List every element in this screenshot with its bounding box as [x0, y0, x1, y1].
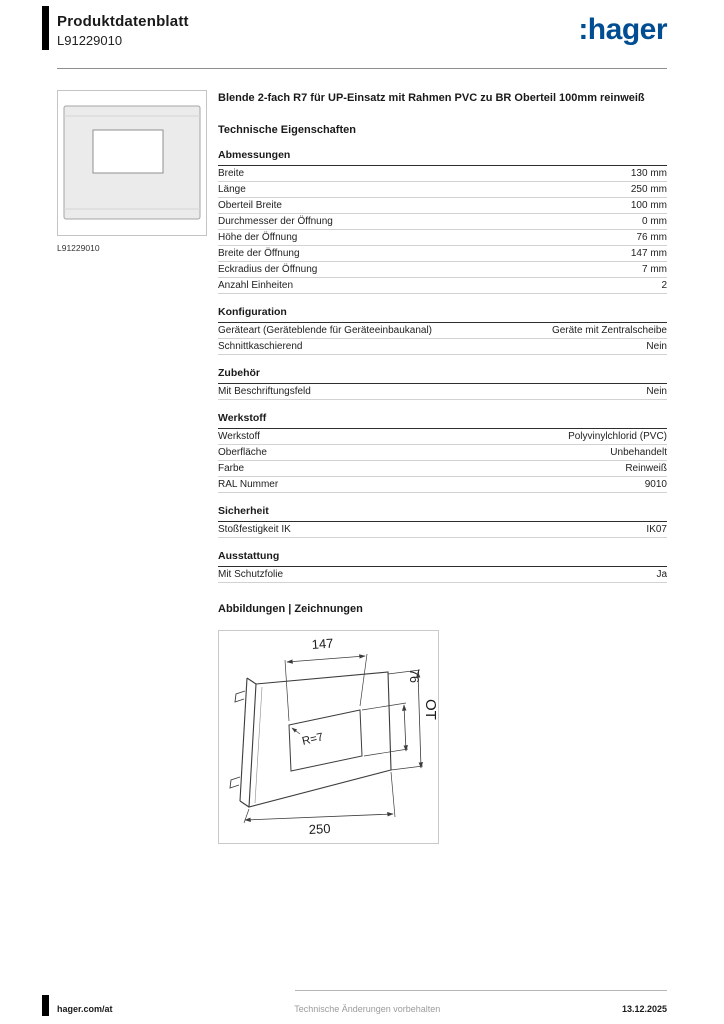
footer-divider [295, 990, 667, 991]
spec-value: 130 mm [630, 167, 667, 179]
footer-date: 13.12.2025 [621, 1004, 667, 1014]
spec-row [218, 477, 667, 493]
spec-label: Eckradius der Öffnung [218, 263, 318, 275]
spec-row [218, 214, 667, 230]
header [57, 13, 667, 48]
spec-row [218, 230, 667, 246]
spec-row [218, 198, 667, 214]
spec-value: 7 mm [642, 263, 667, 275]
technical-properties-title: Technische Eigenschaften [218, 123, 356, 136]
dimension-drawing-svg [219, 631, 438, 843]
mounting-hooks [230, 691, 245, 788]
doc-title: Produktdatenblatt [57, 13, 189, 30]
spec-section-title: Abmessungen [218, 149, 667, 166]
spec-row [218, 182, 667, 198]
dim-radius-label: R=7 [300, 730, 325, 748]
spec-section-title: Zubehör [218, 367, 667, 384]
spec-label: Länge [218, 183, 246, 195]
header-divider [57, 68, 667, 69]
spec-row [218, 262, 667, 278]
spec-row [218, 429, 667, 445]
footer [57, 1004, 667, 1014]
spec-sections [218, 149, 667, 583]
product-number: L91229010 [57, 33, 123, 48]
spec-value: 9010 [644, 478, 667, 490]
spec-section-title: Konfiguration [218, 306, 667, 323]
spec-section-werkstoff [218, 412, 667, 493]
technical-drawing [218, 630, 439, 844]
spec-row [218, 166, 667, 182]
spec-value: Reinweiß [625, 462, 667, 474]
spec-row [218, 522, 667, 538]
header-titles [57, 13, 189, 48]
details-column [218, 90, 667, 844]
spec-label: Mit Beschriftungsfeld [218, 385, 311, 397]
spec-section-abmessungen [218, 149, 667, 294]
spec-section-sicherheit [218, 505, 667, 538]
product-image-drawing [58, 91, 206, 235]
spec-row [218, 567, 667, 583]
spec-value: Geräte mit Zentralscheibe [551, 324, 667, 336]
spec-label: Anzahl Einheiten [218, 279, 294, 291]
spec-value: 0 mm [642, 215, 667, 227]
spec-section-title: Ausstattung [218, 550, 667, 567]
dim-ot-lines [388, 670, 423, 770]
spec-value: Unbehandelt [610, 446, 667, 458]
spec-row [218, 323, 667, 339]
footer-notice: Technische Änderungen vorbehalten [294, 1004, 441, 1014]
spec-label: Stoßfestigkeit IK [218, 523, 291, 535]
spec-label: Durchmesser der Öffnung [218, 215, 333, 227]
crop-mark-top [42, 6, 49, 50]
footer-website-link[interactable]: hager.com/at [57, 1004, 113, 1014]
spec-section-title: Werkstoff [218, 412, 667, 429]
spec-value: 100 mm [630, 199, 667, 211]
drawings-title: Abbildungen | Zeichnungen [218, 602, 363, 615]
product-image [57, 90, 207, 236]
crop-mark-bottom [42, 995, 49, 1016]
product-description: Blende 2-fach R7 für UP-Einsatz mit Rahmen PVC zu BR Oberteil 100mm reinweiß [218, 92, 645, 104]
spec-section-title: Sicherheit [218, 505, 667, 522]
spec-row [218, 461, 667, 477]
spec-value: 250 mm [630, 183, 667, 195]
spec-label: RAL Nummer [218, 478, 279, 490]
image-column [57, 90, 207, 844]
spec-label: Höhe der Öffnung [218, 231, 298, 243]
spec-label: Werkstoff [218, 430, 260, 442]
spec-row [218, 246, 667, 262]
spec-value: Nein [646, 340, 667, 352]
spec-label: Farbe [218, 462, 245, 474]
spec-row [218, 445, 667, 461]
hager-logo: :hager [578, 13, 667, 46]
spec-row [218, 339, 667, 355]
spec-value: IK07 [646, 523, 667, 535]
spec-value: 2 [661, 279, 667, 291]
spec-label: Geräteart (Geräteblende für Geräteeinbaukanal) [218, 324, 433, 336]
dim-length-label: 250 [308, 820, 331, 837]
spec-section-ausstattung [218, 550, 667, 583]
spec-value: 147 mm [630, 247, 667, 259]
spec-row [218, 384, 667, 400]
product-image-caption: L91229010 [57, 243, 100, 253]
spec-label: Schnittkaschierend [218, 340, 303, 352]
spec-label: Oberfläche [218, 446, 267, 458]
spec-value: Nein [646, 385, 667, 397]
spec-section-zubeh-r [218, 367, 667, 400]
dim-oberteil-label: OT [422, 698, 439, 720]
spec-value: Polyvinylchlorid (PVC) [568, 430, 667, 442]
spec-label: Breite der Öffnung [218, 247, 300, 259]
spec-label: Oberteil Breite [218, 199, 282, 211]
spec-label: Breite [218, 167, 245, 179]
spec-section-konfiguration [218, 306, 667, 355]
dim-width-opening-label: 147 [311, 635, 334, 652]
spec-label: Mit Schutzfolie [218, 568, 284, 580]
spec-row [218, 278, 667, 294]
main-content [57, 90, 667, 844]
dim-height-opening-label: 76 [407, 668, 421, 683]
spec-value: Ja [656, 568, 667, 580]
spec-value: 76 mm [636, 231, 667, 243]
